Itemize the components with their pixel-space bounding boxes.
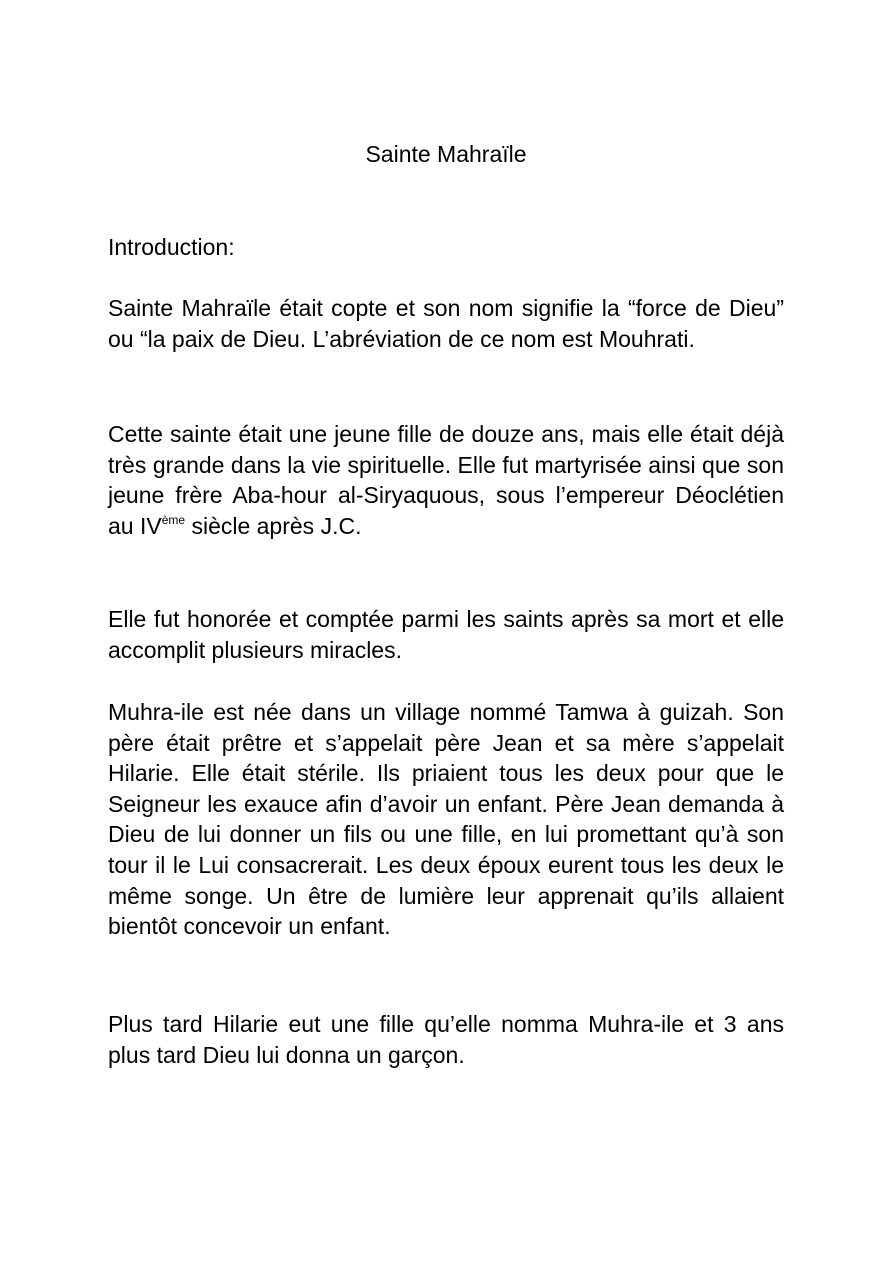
paragraph-2-text-start: Cette sainte était une jeune fille de douze ans, mais elle était déjà très grande dans la vie spirituelle. Elle fut martyrisée ainsi que son jeune frère Aba-hour al-Siryaquous, sous l’empereur Déoclétien au IV <box>108 421 784 539</box>
paragraph-2-text-end: siècle après J.C. <box>185 512 362 539</box>
superscript-ordinal: ème <box>161 512 186 527</box>
paragraph-4: Muhra-ile est née dans un village nommé Tamwa à guizah. Son père était prêtre et s’appelait père Jean et sa mère s’appelait Hilarie. Elle était stérile. Ils priaient tous les deux pour que le Seigneur les exauce afin d’avoir un enfant. Père Jean demanda à Dieu de lui donner un fils ou une fille, en lui promettant qu’à son tour il le Lui consacrerait. Les deux époux eurent tous les deux le même songe. Un être de lumière leur apprenait qu’ils allaient bientôt concevoir un enfant. <box>108 699 784 940</box>
section-heading: Introduction: <box>108 234 235 260</box>
paragraph-2 <box>108 419 784 541</box>
paragraph-5: Plus tard Hilarie eut une fille qu’elle nomma Muhra-ile et 3 ans plus tard Dieu lui donna un garçon. <box>108 1011 784 1068</box>
paragraph-1: Sainte Mahraïle était copte et son nom signifie la “force de Dieu” ou “la paix de Dieu. L’abréviation de ce nom est Mouhrati. <box>108 295 784 352</box>
document-title: Sainte Mahraïle <box>365 141 527 167</box>
paragraph-3: Elle fut honorée et comptée parmi les saints après sa mort et elle accomplit plusieurs miracles. <box>108 606 784 663</box>
